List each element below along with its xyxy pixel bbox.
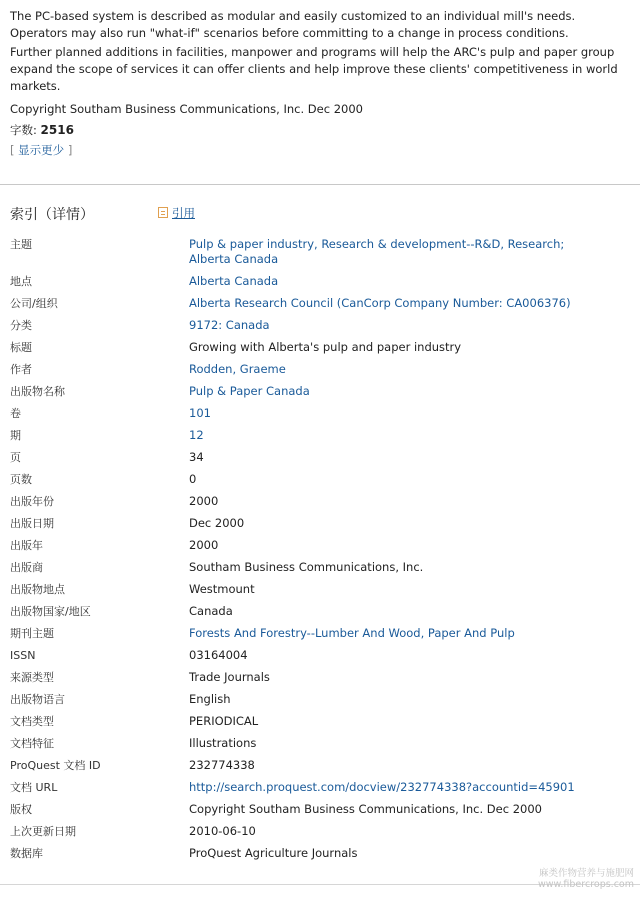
index-row-value: 2000 bbox=[189, 538, 219, 552]
index-row bbox=[10, 274, 620, 289]
index-row-link[interactable]: Rodden, Graeme bbox=[189, 362, 286, 376]
index-row-link[interactable]: http://search.proquest.com/docview/232774338?accountid=45901 bbox=[189, 780, 575, 794]
index-row-label: 出版日期 bbox=[10, 517, 54, 530]
abstract-paragraph-2: Further planned additions in facilities, manpower and programs will help the ARC's pulp and paper group expand the scope of services it can offer clients and help improve these clients' competitiveness in world markets. bbox=[10, 45, 618, 93]
show-less-link[interactable]: 显示更少 bbox=[18, 143, 65, 157]
index-row bbox=[10, 846, 620, 861]
index-row-link[interactable]: 9172: Canada bbox=[189, 318, 270, 332]
index-row-value: 232774338 bbox=[189, 758, 255, 772]
index-row-label: 出版年 bbox=[10, 539, 43, 552]
index-row-label: ProQuest 文档 ID bbox=[10, 759, 101, 772]
index-row-value: Canada bbox=[189, 604, 233, 618]
index-row-label: 卷 bbox=[10, 407, 21, 420]
word-count bbox=[10, 122, 630, 138]
index-row-label: 地点 bbox=[10, 275, 32, 288]
index-row bbox=[10, 516, 620, 531]
word-count-label: 字数: bbox=[10, 123, 37, 137]
index-title: 索引（详情） bbox=[10, 207, 94, 223]
index-row-value: ProQuest Agriculture Journals bbox=[189, 846, 358, 860]
index-row-value: 2000 bbox=[189, 494, 219, 508]
index-row bbox=[10, 384, 620, 399]
index-row bbox=[10, 714, 620, 729]
index-row bbox=[10, 626, 620, 641]
index-row bbox=[10, 340, 620, 355]
watermark-line-2: www.fibercrops.com bbox=[537, 879, 634, 890]
index-row-label: 文档类型 bbox=[10, 715, 54, 728]
index-row bbox=[10, 494, 620, 509]
index-row-label: 作者 bbox=[10, 363, 32, 376]
index-row-link[interactable]: 12 bbox=[189, 428, 204, 442]
index-row-label: 出版物语言 bbox=[10, 693, 65, 706]
section-divider bbox=[0, 184, 640, 185]
index-row-value: 34 bbox=[189, 450, 204, 464]
index-row-label: 期 bbox=[10, 429, 21, 442]
watermark bbox=[538, 868, 634, 890]
index-header bbox=[10, 204, 620, 224]
index-row-label: 版权 bbox=[10, 803, 32, 816]
index-row bbox=[10, 237, 620, 267]
index-row bbox=[10, 648, 620, 663]
index-row-link[interactable]: Alberta Research Council (CanCorp Company Number: CA006376) bbox=[189, 296, 571, 310]
bracket-open: [ bbox=[10, 143, 15, 157]
index-row bbox=[10, 692, 620, 707]
index-row bbox=[10, 780, 620, 795]
index-row-value: Southam Business Communications, Inc. bbox=[189, 560, 424, 574]
index-row-link[interactable]: Alberta Canada bbox=[189, 274, 279, 288]
index-row-label: 公司/组织 bbox=[10, 297, 58, 310]
index-row bbox=[10, 362, 620, 377]
index-row-label: 主题 bbox=[10, 238, 32, 251]
index-row bbox=[10, 560, 620, 575]
index-row bbox=[10, 406, 620, 421]
watermark-line-1: 麻类作物营养与施肥网 bbox=[538, 868, 634, 879]
index-row-label: 出版商 bbox=[10, 561, 43, 574]
index-row-value: Copyright Southam Business Communications, Inc. Dec 2000 bbox=[189, 802, 542, 816]
index-row-label: 标题 bbox=[10, 341, 32, 354]
index-row-link[interactable]: Pulp & paper industry, Research & development--R&D, Research; Alberta Canada bbox=[189, 237, 565, 266]
index-row bbox=[10, 802, 620, 817]
index-row-value: PERIODICAL bbox=[189, 714, 259, 728]
index-row bbox=[10, 472, 620, 487]
index-row-value: Illustrations bbox=[189, 736, 257, 750]
abstract-paragraph-1: The PC-based system is described as modular and easily customized to an individual mill's needs. Operators may also run "what-if" scenarios before committing to a change in process conditions. bbox=[10, 9, 576, 40]
index-row-label: 出版物地点 bbox=[10, 583, 65, 596]
index-row-label: ISSN bbox=[10, 649, 36, 662]
index-row bbox=[10, 604, 620, 619]
index-row bbox=[10, 736, 620, 751]
cite-label: 引用 bbox=[172, 206, 195, 220]
index-row-label: 数据库 bbox=[10, 847, 43, 860]
index-row-value: Growing with Alberta's pulp and paper industry bbox=[189, 340, 462, 354]
index-row-link[interactable]: 101 bbox=[189, 406, 211, 420]
index-row bbox=[10, 538, 620, 553]
index-row bbox=[10, 428, 620, 443]
index-row-label: 文档特征 bbox=[10, 737, 54, 750]
index-row-label: 出版物国家/地区 bbox=[10, 605, 91, 618]
bracket-close: ] bbox=[67, 143, 73, 157]
index-row-label: 期刊主题 bbox=[10, 627, 54, 640]
index-row-value: English bbox=[189, 692, 231, 706]
index-row-label: 出版年份 bbox=[10, 495, 54, 508]
cite-icon bbox=[158, 207, 168, 218]
index-row bbox=[10, 318, 620, 333]
index-row bbox=[10, 824, 620, 839]
index-row-label: 分类 bbox=[10, 319, 32, 332]
index-row bbox=[10, 670, 620, 685]
index-row-label: 上次更新日期 bbox=[10, 825, 76, 838]
word-count-value: 2516 bbox=[40, 123, 74, 137]
index-row-value: 03164004 bbox=[189, 648, 248, 662]
index-row-label: 文档 URL bbox=[10, 781, 58, 794]
show-less-control bbox=[10, 142, 630, 158]
abstract-section bbox=[0, 0, 640, 158]
index-row-link[interactable]: Forests And Forestry--Lumber And Wood, Paper And Pulp bbox=[189, 626, 515, 640]
index-row-link[interactable]: Pulp & Paper Canada bbox=[189, 384, 310, 398]
index-row bbox=[10, 758, 620, 773]
index-row-label: 来源类型 bbox=[10, 671, 54, 684]
index-row bbox=[10, 582, 620, 597]
index-row-value: Westmount bbox=[189, 582, 255, 596]
index-row-value: Trade Journals bbox=[189, 670, 270, 684]
index-row-value: 0 bbox=[189, 472, 197, 486]
index-details bbox=[10, 237, 620, 868]
index-row-label: 出版物名称 bbox=[10, 385, 65, 398]
index-row-label: 页数 bbox=[10, 473, 32, 486]
cite-button[interactable] bbox=[158, 205, 195, 221]
index-row-label: 页 bbox=[10, 451, 21, 464]
abstract-copyright: Copyright Southam Business Communications, Inc. Dec 2000 bbox=[10, 102, 363, 116]
index-row-value: Dec 2000 bbox=[189, 516, 245, 530]
index-row-value: 2010-06-10 bbox=[189, 824, 256, 838]
index-row bbox=[10, 450, 620, 465]
index-row bbox=[10, 296, 620, 311]
